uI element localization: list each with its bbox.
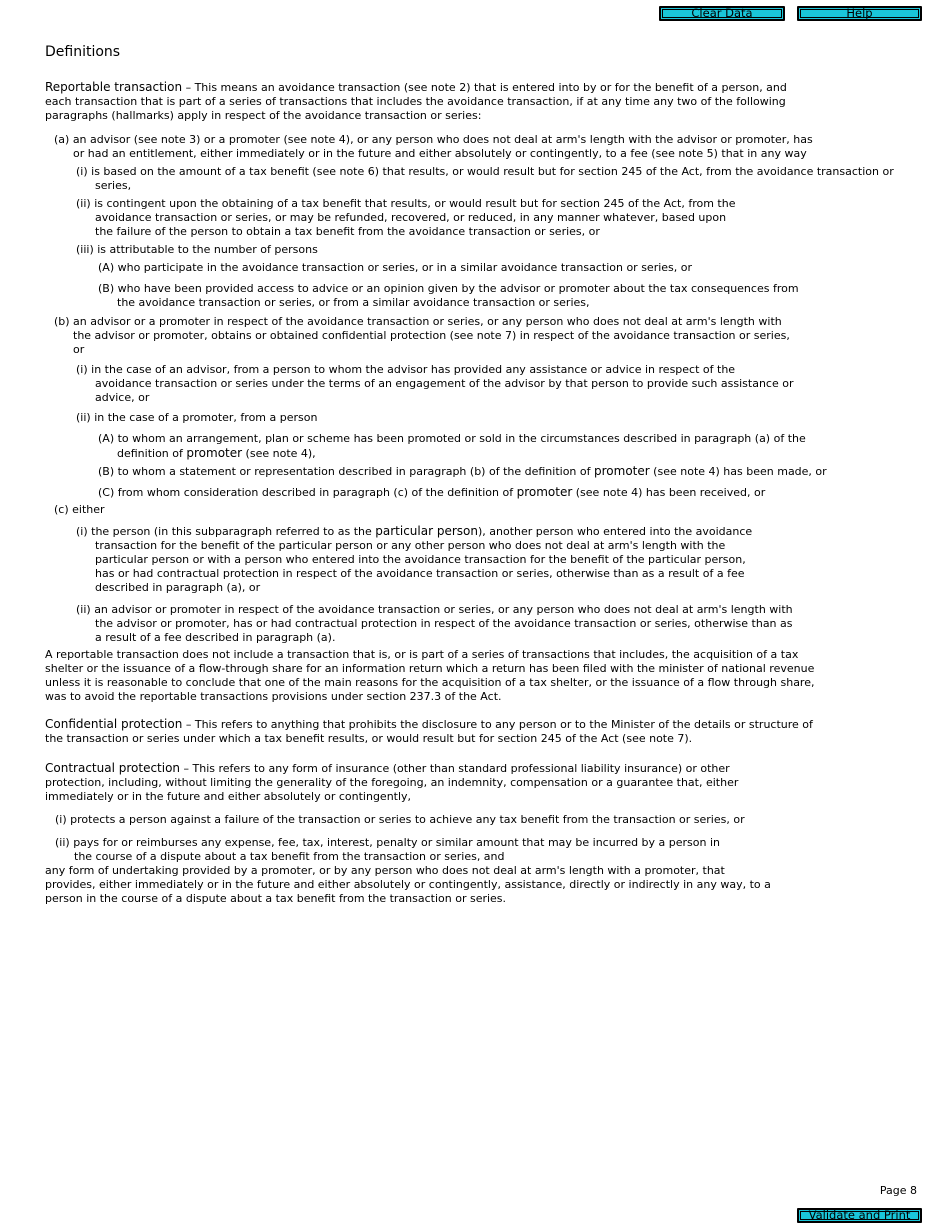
clause-text: (see note 4), <box>242 447 316 460</box>
subparagraph-b-ii: (ii) in the case of a promoter, from a person <box>76 411 318 424</box>
contractual-item-i: (i) protects a person against a failure of the transaction or series to achieve any tax benefit from the transaction or series, or <box>55 813 745 826</box>
subparagraph-a-i: (i) is based on the amount of a tax benefit (see note 6) that results, or would result but for section 245 of the Act, from the avoidance transaction or series, <box>76 165 894 192</box>
confidential-text: This refers to anything that prohibits the disclosure to any person or to the Minister of the details or structure of the transaction or series under which a tax benefit results, or would result but for section 245 of the Act (see note 7). <box>45 718 813 745</box>
promoter-term: promoter <box>594 464 650 478</box>
promoter-term: promoter <box>186 446 243 460</box>
page-number: Page 8 <box>879 1184 917 1197</box>
clause-text: (i) the person (in this subparagraph referred to as the <box>76 525 376 538</box>
clause-text: (see note 4) has been received, or <box>572 486 766 499</box>
clause-text: (A) to whom an arrangement, plan or scheme has been promoted or sold in the circumstances described in paragraph (a) of the definition of <box>98 432 806 460</box>
clause-text: (C) from whom consideration described in paragraph (c) of the definition of <box>98 486 517 499</box>
subparagraph-b-i: (i) in the case of an advisor, from a person to whom the advisor has provided any assistance or advice in respect of the avoidance transaction or series under the terms of an engagement of the advisor by that person to provide such assistance or advice, or <box>76 363 794 404</box>
confidential-protection-definition <box>45 717 815 746</box>
subparagraph-c-ii: (ii) an advisor or promoter in respect of the avoidance transaction or series, or any person who does not deal at arm's length with the advisor or promoter, has or had contractual protection in respect of the avoidance transaction or series, otherwise than as a result of a fee described in paragraph (a). <box>76 603 793 644</box>
paragraph-a: (a) an advisor (see note 3) or a promoter (see note 4), or any person who does not deal at arm's length with the advisor or promoter, has or had an entitlement, either immediately or in the future and either absolutely or contingently, to a fee (see note 5) that in any way <box>54 133 813 160</box>
particular-person-term: particular person <box>375 524 478 538</box>
paragraph-c: (c) either <box>54 503 105 516</box>
clause-b-ii-C <box>98 485 877 500</box>
contractual-protection-definition <box>45 761 790 804</box>
validate-and-print-button[interactable]: Validate and Print <box>797 1208 922 1223</box>
contractual-closing: any form of undertaking provided by a promoter, or by any person who does not deal at arm's length with a promoter, that provides, either immediately or in the future and either absolutely or contingently, assistance, directly or indirectly in any way, to a person in the course of a dispute about a tax benefit from the transaction or series. <box>45 864 771 905</box>
clause-text: ), another person who entered into the avoidance transaction for the benefit of the particular person or any other person who does not deal at arm's length with the particular person or with a person who entered into the avoidance transaction for the benefit of the particular person, has or had contractual protection in respect of the avoidance transaction or series, otherwise than as a result of a fee described in paragraph (a), or <box>95 525 753 594</box>
paragraph-b: (b) an advisor or a promoter in respect of the avoidance transaction or series, or any person who does not deal at arm's length with the advisor or promoter, obtains or obtained confidential protection (see note 7) in respect of the avoidance transaction or series, or <box>54 315 790 356</box>
clear-data-button[interactable]: Clear Data <box>659 6 785 21</box>
term-dash: – <box>180 762 193 775</box>
subparagraph-a-ii: (ii) is contingent upon the obtaining of a tax benefit that results, or would result but for section 245 of the Act, from the avoidance transaction or series, or may be refunded, recovered, or reduced, in any manner whatever, based upon the failure of the person to obtain a tax benefit from the avoidance transaction or series, or <box>76 197 736 238</box>
contractual-protection-term: Contractual protection <box>45 761 181 775</box>
contractual-item-ii: (ii) pays for or reimburses any expense, fee, tax, interest, penalty or similar amount that may be incurred by a person in the course of a dispute about a tax benefit from the transaction or series, and <box>55 836 721 863</box>
clause-b-ii-A <box>98 432 807 461</box>
term-dash: – <box>182 718 195 731</box>
reportable-transaction-definition <box>45 80 815 123</box>
subparagraph-c-i <box>76 524 760 595</box>
clause-a-iii-B: (B) who have been provided access to advice or an opinion given by the advisor or promoter about the tax consequences from the avoidance transaction or series, or from a similar avoidance transaction or series, <box>98 282 799 309</box>
contractual-text: This refers to any form of insurance (other than standard professional liability insurance) or other protection, including, without limiting the generality of the foregoing, an indemnity, compensation or a guarantee that, either immediately or in the future and either absolutely or contingently, <box>45 762 739 803</box>
page-title: Definitions <box>45 44 121 60</box>
reportable-transaction-term: Reportable transaction <box>45 80 183 94</box>
clause-b-ii-B <box>98 464 877 479</box>
reportable-intro: This means an avoidance transaction (see note 2) that is entered into by or for the benefit of a person, and each transaction that is part of a series of transactions that includes the avoidance transaction, if at any time any two of the following paragraphs (hallmarks) apply in respect of the avoidance transaction or series: <box>45 81 787 122</box>
help-button[interactable]: Help <box>797 6 922 21</box>
subparagraph-a-iii: (iii) is attributable to the number of persons <box>76 243 318 256</box>
definitions-section <box>45 43 925 916</box>
term-dash: – <box>182 81 195 94</box>
promoter-term: promoter <box>516 485 573 499</box>
reportable-exclusion: A reportable transaction does not include a transaction that is, or is part of a series of transactions that includes, the acquisition of a tax shelter or the issuance of a flow-through share for an information return which a return has been filed with the minister of national revenue unless it is reasonable to conclude that one of the main reasons for the acquisition of a tax shelter, or the issuance of a flow through share, was to avoid the reportable transactions provisions under section 237.3 of the Act. <box>45 648 815 703</box>
clause-text: (see note 4) has been made, or <box>649 465 827 478</box>
clause-text: (B) to whom a statement or representation described in paragraph (b) of the definition of <box>98 465 594 478</box>
confidential-protection-term: Confidential protection <box>45 717 183 731</box>
clause-a-iii-A: (A) who participate in the avoidance transaction or series, or in a similar avoidance transaction or series, or <box>98 261 693 274</box>
